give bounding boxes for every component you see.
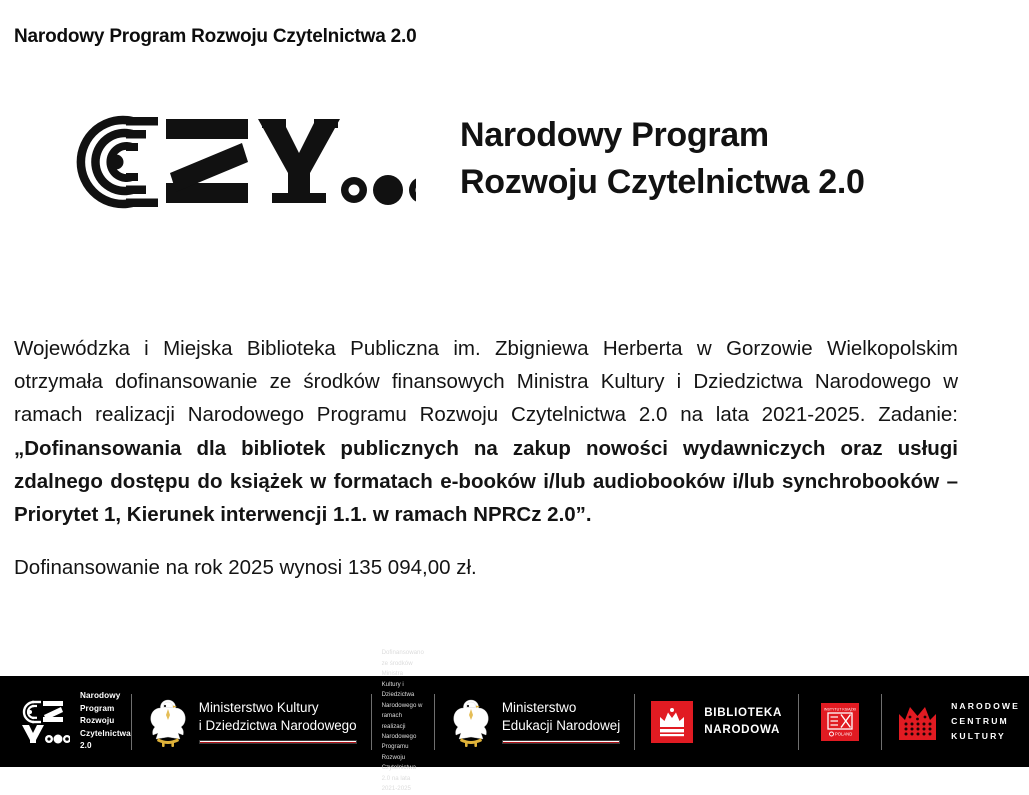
footer-funding-note: [372, 649, 434, 793]
footer-biblioteka-narodowa-line-1: BIBLIOTEKA: [704, 705, 783, 719]
paragraph-main-plain: Wojewódzka i Miejska Biblioteka Publiczna im. Zbigniewa Herberta w Gorzowie Wielkopolskim otrzymała dofinansowanie ze środków finansowych Ministra Kultury i Dziedzictwa Narodowego w ramach realizacji Narodowego Programu Rozwoju Czytelnictwa 2.0 na lata 2021-2025. Zadanie:: [14, 337, 958, 427]
footer-czy-line-3: Rozwoju: [80, 716, 115, 726]
footer-instytut-ksiazki-top-label: INSTYTUT KSIĄŻKI: [823, 707, 857, 711]
hero-wordmark-line-2: Rozwoju Czytelnictwa 2.0: [460, 163, 865, 201]
footer-nck-line-1: NARODOWE: [951, 700, 1020, 711]
footer-ministry-culture-line-2: i Dziedzictwa Narodowego: [198, 718, 357, 733]
nck-crown-dots-logo-icon: [896, 702, 939, 742]
footer-ministry-education-flag-rule: [502, 740, 620, 744]
footer-ministry-culture-text: [199, 699, 357, 743]
polish-eagle-emblem-icon: [449, 696, 493, 748]
footer-biblioteka-narodowa-lockup: [635, 676, 798, 767]
page-title: Narodowy Program Rozwoju Czytelnictwa 2.0: [14, 26, 417, 47]
footer-instytut-ksiazki-bottom-label: POLAND: [835, 731, 853, 737]
footer-nck-text: [951, 699, 1020, 744]
crown-logo-icon: [651, 701, 693, 743]
footer-ministry-culture-flag-rule: [199, 740, 357, 744]
body-copy: [14, 332, 958, 584]
paragraph-main: [14, 332, 958, 531]
paragraph-amount: Dofinansowanie na rok 2025 wynosi 135 094,00 zł.: [14, 556, 477, 580]
footer-instytut-ksiazki-lockup: [799, 676, 881, 767]
footer-logo-bar: [0, 649, 1029, 793]
footer-nck-line-2: CENTRUM: [951, 715, 1009, 726]
footer-biblioteka-narodowa-text: [704, 705, 782, 739]
footer-czy-line-5: 2.0: [80, 741, 92, 751]
paragraph-spacer: [14, 531, 958, 551]
hero-logo-lockup: [66, 104, 946, 214]
instytut-ksiazki-logo-icon: [821, 703, 859, 741]
hero-wordmark-line-1: Narodowy Program: [460, 116, 769, 155]
footer-funding-note-text: Dofinansowano ze środków Ministra Kultury i Dziedzictwa Narodowego w ramach realizacji Narodowego Programu Rozwoju Czytelnictwa 2.0 na lata 2021-2025: [381, 649, 424, 793]
paragraph-main-task-quote: „Dofinansowania dla bibliotek publicznych na zakup nowości wydawniczych oraz usługi zdalnego dostępu do książek w formatach e-booków i/lub audiobooków i/lub synchrobooków – Priorytet 1, Kierunek interwencji 1.1. w ramach NPRCz 2.0”.: [14, 436, 958, 527]
czy-logo-small-icon: [18, 699, 70, 745]
hero-wordmark: [460, 112, 865, 206]
footer-ministry-culture-line-1: Ministerstwo Kultury: [198, 700, 319, 716]
footer-czy-line-1: Narodowy: [80, 691, 121, 701]
footer-biblioteka-narodowa-line-2: NARODOWA: [704, 722, 781, 736]
footer-czy-line-4: Czytelnictwa: [80, 728, 131, 738]
footer-ministry-education-text: [502, 699, 620, 743]
footer-nck-line-3: KULTURY: [951, 731, 1006, 742]
polish-eagle-emblem-icon: [146, 696, 190, 748]
footer-ministry-education-line-1: Ministerstwo: [501, 700, 577, 716]
footer-ministry-culture-lockup: [132, 676, 371, 767]
footer-czy-line-2: Program: [80, 703, 115, 713]
czy-logo-icon: [66, 107, 416, 212]
footer-czy-text: [80, 690, 131, 752]
footer-ministry-education-line-2: Edukacji Narodowej: [501, 718, 621, 733]
footer-ministry-education-lockup: [435, 676, 634, 767]
footer-czy-lockup: [0, 676, 131, 767]
footer-nck-lockup: [882, 676, 1029, 767]
